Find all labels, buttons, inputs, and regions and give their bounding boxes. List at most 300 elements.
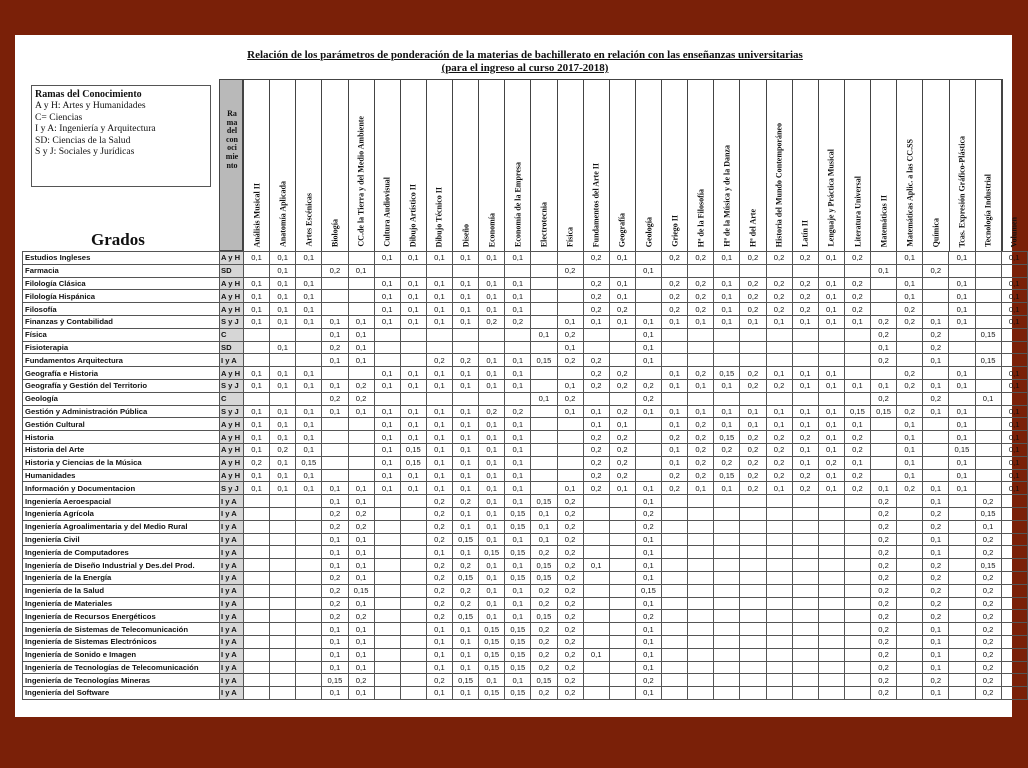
- weight-cell: [688, 648, 714, 661]
- weight-cell: 0,1: [583, 405, 609, 418]
- weight-cell: [374, 495, 400, 508]
- column-header: [922, 79, 948, 251]
- weight-cell: [662, 341, 688, 354]
- weight-cell: 0,1: [374, 315, 400, 328]
- weight-cell: [583, 264, 609, 277]
- weight-cell: 0,1: [322, 328, 348, 341]
- grado-name-cell: Ingeniería del Software: [23, 687, 220, 700]
- weight-cell: 0,1: [270, 379, 296, 392]
- weight-cell: [426, 264, 452, 277]
- weight-cell: [688, 354, 714, 367]
- weight-cell: 0,1: [557, 315, 583, 328]
- weight-cell: 0,2: [740, 456, 766, 469]
- weight-cell: [740, 341, 766, 354]
- table-row: [23, 290, 1028, 303]
- weight-cell: 0,1: [296, 290, 322, 303]
- weight-cell: 0,1: [426, 303, 452, 316]
- weight-cell: 0,2: [583, 379, 609, 392]
- weight-cell: 0,1: [662, 315, 688, 328]
- grado-name-cell: Fundamentos Arquitectura: [23, 354, 220, 367]
- weight-cell: 0,1: [662, 456, 688, 469]
- grado-name-cell: Ingeniería Agrícola: [23, 507, 220, 520]
- column-header: [1001, 79, 1027, 251]
- weight-cell: 0,15: [400, 456, 426, 469]
- weight-cell: 0,2: [871, 571, 897, 584]
- weight-cell: [296, 546, 322, 559]
- weight-cell: [871, 252, 897, 265]
- grado-name-cell: Fisioterapia: [23, 341, 220, 354]
- weight-cell: [871, 456, 897, 469]
- rama-cell: I y A: [220, 635, 244, 648]
- legend-item: I y A: Ingeniería y Arquitectura: [35, 123, 156, 135]
- weight-cell: 0,2: [322, 520, 348, 533]
- weight-cell: [662, 495, 688, 508]
- weight-cell: [583, 507, 609, 520]
- weight-cell: 0,1: [296, 367, 322, 380]
- weight-cell: 0,1: [609, 290, 635, 303]
- weight-cell: 0,1: [322, 533, 348, 546]
- weight-cell: [531, 303, 557, 316]
- weight-cell: 0,2: [609, 443, 635, 456]
- weight-cell: [1001, 520, 1027, 533]
- weight-cell: 0,1: [505, 354, 531, 367]
- weight-cell: [740, 354, 766, 367]
- weight-cell: [897, 354, 923, 367]
- weight-cell: [374, 520, 400, 533]
- weight-cell: 0,2: [322, 610, 348, 623]
- weight-cell: 0,1: [374, 405, 400, 418]
- weight-cell: 0,2: [557, 533, 583, 546]
- weight-cell: [400, 328, 426, 341]
- weight-cell: 0,2: [426, 584, 452, 597]
- weight-cell: [688, 392, 714, 405]
- weight-cell: [1001, 584, 1027, 597]
- weight-cell: 0,1: [479, 610, 505, 623]
- weight-cell: 0,2: [897, 315, 923, 328]
- weight-cell: [583, 584, 609, 597]
- weight-cell: [714, 610, 740, 623]
- weight-cell: 0,15: [505, 661, 531, 674]
- weight-cell: [949, 559, 975, 572]
- weight-cell: 0,1: [818, 482, 844, 495]
- weight-cell: 0,1: [479, 418, 505, 431]
- weight-cell: [296, 354, 322, 367]
- table-row: [23, 469, 1028, 482]
- weight-cell: [897, 507, 923, 520]
- column-header: [975, 79, 1001, 251]
- weight-cell: 0,1: [635, 533, 661, 546]
- weight-cell: 0,1: [505, 443, 531, 456]
- weight-cell: 0,1: [296, 277, 322, 290]
- column-header: [739, 79, 765, 251]
- weight-cell: [792, 546, 818, 559]
- weight-cell: [609, 674, 635, 687]
- weight-cell: [374, 392, 400, 405]
- weight-cell: [688, 674, 714, 687]
- table-row: [23, 520, 1028, 533]
- weight-cell: 0,1: [609, 482, 635, 495]
- column-header-label: Griego II: [670, 215, 680, 247]
- weight-cell: [453, 264, 479, 277]
- weight-cell: [296, 264, 322, 277]
- weight-cell: [557, 456, 583, 469]
- weight-cell: [400, 546, 426, 559]
- weight-cell: 0,2: [348, 379, 374, 392]
- weight-cell: 0,1: [662, 443, 688, 456]
- weight-cell: 0,15: [453, 610, 479, 623]
- weight-cell: [662, 264, 688, 277]
- weight-cell: 0,2: [766, 252, 792, 265]
- weight-cell: [296, 341, 322, 354]
- weight-cell: 0,1: [453, 661, 479, 674]
- weight-cell: [818, 354, 844, 367]
- weight-cell: [322, 252, 348, 265]
- weight-cell: 0,1: [871, 264, 897, 277]
- rama-cell: I y A: [220, 661, 244, 674]
- weight-cell: 0,2: [871, 533, 897, 546]
- weight-cell: [897, 264, 923, 277]
- weight-cell: [296, 610, 322, 623]
- weight-cell: 0,2: [426, 507, 452, 520]
- weight-cell: 0,1: [818, 443, 844, 456]
- weight-cell: [296, 597, 322, 610]
- weight-cell: 0,2: [975, 635, 1001, 648]
- weight-cell: 0,1: [897, 252, 923, 265]
- weight-cell: [897, 623, 923, 636]
- column-header-label: Fundamentos del Arte II: [591, 162, 601, 247]
- weight-cell: [688, 520, 714, 533]
- weight-cell: [270, 354, 296, 367]
- weight-cell: [662, 559, 688, 572]
- weight-cell: 0,1: [505, 610, 531, 623]
- weight-cell: 0,1: [479, 495, 505, 508]
- weight-cell: 0,1: [505, 482, 531, 495]
- weight-cell: 0,1: [844, 379, 870, 392]
- weight-cell: 0,1: [426, 687, 452, 700]
- weight-cell: 0,2: [975, 597, 1001, 610]
- column-header-label: Latín II: [800, 220, 810, 247]
- weight-cell: [348, 418, 374, 431]
- weight-cell: 0,1: [322, 379, 348, 392]
- weight-cell: 0,2: [426, 674, 452, 687]
- weight-cell: 0,1: [348, 482, 374, 495]
- weight-cell: [348, 456, 374, 469]
- weight-cell: [531, 252, 557, 265]
- weight-cell: [792, 610, 818, 623]
- rama-cell: A y H: [220, 443, 244, 456]
- weight-cell: 0,1: [400, 277, 426, 290]
- weight-cell: [923, 277, 949, 290]
- weight-cell: 0,1: [400, 290, 426, 303]
- weight-cell: [583, 571, 609, 584]
- weight-cell: 0,1: [453, 431, 479, 444]
- weight-cell: 0,2: [635, 392, 661, 405]
- weight-cell: [426, 392, 452, 405]
- grado-name-cell: Filosofía: [23, 303, 220, 316]
- rama-cell: I y A: [220, 597, 244, 610]
- weight-cell: 0,1: [792, 379, 818, 392]
- weight-cell: [818, 687, 844, 700]
- weight-cell: 0,1: [688, 379, 714, 392]
- weight-cell: 0,1: [1001, 290, 1027, 303]
- weight-cell: 0,1: [374, 469, 400, 482]
- weight-cell: 0,1: [505, 303, 531, 316]
- weight-cell: [818, 495, 844, 508]
- weight-cell: 0,15: [531, 610, 557, 623]
- table-row: [23, 623, 1028, 636]
- weight-cell: [296, 648, 322, 661]
- weight-cell: [818, 597, 844, 610]
- column-header-label: Electrotecnia: [539, 201, 549, 247]
- weight-cell: 0,1: [818, 290, 844, 303]
- weight-cell: 0,1: [244, 290, 270, 303]
- weight-cell: 0,15: [635, 584, 661, 597]
- table-row: [23, 431, 1028, 444]
- weight-cell: 0,2: [766, 277, 792, 290]
- weight-cell: [766, 687, 792, 700]
- weight-cell: 0,1: [583, 418, 609, 431]
- weight-cell: 0,1: [400, 379, 426, 392]
- weight-cell: [792, 392, 818, 405]
- weight-cell: 0,2: [426, 495, 452, 508]
- weight-cell: [688, 571, 714, 584]
- weight-cell: 0,1: [635, 661, 661, 674]
- weight-cell: [244, 661, 270, 674]
- column-header: [896, 79, 922, 251]
- table-row: [23, 495, 1028, 508]
- weight-cell: 0,1: [296, 431, 322, 444]
- weight-cell: [662, 354, 688, 367]
- weight-cell: 0,2: [505, 405, 531, 418]
- weight-cell: 0,2: [871, 584, 897, 597]
- weight-cell: 0,15: [453, 674, 479, 687]
- weight-cell: 0,1: [635, 315, 661, 328]
- weight-cell: [244, 623, 270, 636]
- weight-cell: [871, 290, 897, 303]
- weight-cell: [322, 431, 348, 444]
- weight-cell: 0,2: [975, 687, 1001, 700]
- table-row: [23, 367, 1028, 380]
- weight-cell: [792, 623, 818, 636]
- weight-cell: 0,1: [426, 431, 452, 444]
- weight-cell: 0,1: [949, 431, 975, 444]
- weight-cell: 0,1: [374, 456, 400, 469]
- weight-cell: 0,1: [348, 533, 374, 546]
- weight-cell: [740, 597, 766, 610]
- weight-cell: 0,1: [374, 290, 400, 303]
- weight-cell: 0,1: [531, 328, 557, 341]
- weight-cell: [270, 648, 296, 661]
- weight-cell: 0,1: [949, 456, 975, 469]
- weight-cell: 0,1: [949, 418, 975, 431]
- weight-cell: [270, 661, 296, 674]
- weight-cell: [609, 623, 635, 636]
- weight-cell: 0,1: [270, 482, 296, 495]
- weight-cell: [766, 584, 792, 597]
- weight-cell: [374, 354, 400, 367]
- weight-cell: [505, 341, 531, 354]
- weight-cell: [897, 328, 923, 341]
- weight-cell: 0,2: [871, 546, 897, 559]
- weight-cell: 0,1: [322, 648, 348, 661]
- weight-cell: 0,1: [609, 418, 635, 431]
- weight-cell: [609, 571, 635, 584]
- weight-cell: [897, 648, 923, 661]
- weight-cell: [609, 341, 635, 354]
- weight-cell: [740, 495, 766, 508]
- weight-cell: 0,2: [818, 456, 844, 469]
- weight-cell: [270, 559, 296, 572]
- weight-cell: 0,1: [270, 277, 296, 290]
- weight-cell: 0,1: [766, 315, 792, 328]
- weight-cell: 0,1: [426, 367, 452, 380]
- weight-cell: 0,2: [975, 571, 1001, 584]
- weight-cell: 0,1: [818, 418, 844, 431]
- weight-cell: [897, 559, 923, 572]
- weight-cell: 0,1: [818, 379, 844, 392]
- weight-cell: [374, 264, 400, 277]
- weight-cell: [818, 661, 844, 674]
- weight-cell: 0,1: [897, 469, 923, 482]
- weight-cell: [583, 546, 609, 559]
- weight-cell: [792, 661, 818, 674]
- weight-cell: [975, 277, 1001, 290]
- weight-cell: 0,2: [322, 571, 348, 584]
- weight-cell: 0,15: [531, 354, 557, 367]
- weight-cell: 0,2: [348, 610, 374, 623]
- weight-cell: 0,15: [531, 674, 557, 687]
- weight-cell: [923, 431, 949, 444]
- weight-cell: 0,2: [635, 379, 661, 392]
- rama-cell: I y A: [220, 623, 244, 636]
- weight-cell: 0,1: [453, 418, 479, 431]
- weight-cell: 0,1: [348, 315, 374, 328]
- weight-cell: [871, 277, 897, 290]
- weight-cell: 0,2: [557, 674, 583, 687]
- table-row: [23, 571, 1028, 584]
- weight-cell: [792, 584, 818, 597]
- column-header: [713, 79, 739, 251]
- weight-cell: 0,2: [270, 443, 296, 456]
- rama-cell: I y A: [220, 674, 244, 687]
- weight-cell: [270, 623, 296, 636]
- weight-cell: [583, 392, 609, 405]
- column-header: [635, 79, 661, 251]
- weight-cell: 0,1: [270, 367, 296, 380]
- weight-cell: 0,1: [766, 482, 792, 495]
- weight-cell: [897, 635, 923, 648]
- weight-cell: [766, 354, 792, 367]
- weight-cell: [400, 610, 426, 623]
- weight-cell: 0,2: [740, 277, 766, 290]
- weight-cell: 0,1: [583, 559, 609, 572]
- grado-name-cell: Ingeniería de Computadores: [23, 546, 220, 559]
- column-header-label: Geografía: [617, 212, 627, 247]
- weight-cell: [270, 507, 296, 520]
- table-row: [23, 687, 1028, 700]
- weight-cell: 0,1: [426, 482, 452, 495]
- weight-cell: 0,1: [1001, 379, 1027, 392]
- weight-cell: [688, 623, 714, 636]
- weight-cell: 0,1: [818, 303, 844, 316]
- weight-cell: 0,2: [531, 584, 557, 597]
- weight-cell: 0,2: [688, 290, 714, 303]
- weight-cell: [871, 431, 897, 444]
- weight-cell: [296, 533, 322, 546]
- weight-cell: 0,15: [505, 546, 531, 559]
- weight-cell: [714, 623, 740, 636]
- weight-cell: 0,2: [766, 290, 792, 303]
- weight-cell: [557, 431, 583, 444]
- weight-cell: 0,2: [871, 661, 897, 674]
- weight-cell: 0,1: [453, 315, 479, 328]
- weight-cell: [583, 610, 609, 623]
- document-page: [15, 35, 1020, 717]
- weight-cell: 0,1: [949, 367, 975, 380]
- weight-cell: 0,2: [557, 559, 583, 572]
- rama-cell: SD: [220, 264, 244, 277]
- weight-cell: [1001, 495, 1027, 508]
- weight-cell: 0,1: [792, 456, 818, 469]
- weight-cell: 0,2: [453, 597, 479, 610]
- weight-cell: 0,1: [505, 533, 531, 546]
- weight-cell: 0,1: [792, 405, 818, 418]
- weight-cell: 0,2: [583, 456, 609, 469]
- column-header: [374, 79, 400, 251]
- weight-cell: [740, 328, 766, 341]
- weight-cell: [662, 623, 688, 636]
- weight-cell: 0,2: [871, 648, 897, 661]
- weight-cell: [400, 635, 426, 648]
- weight-cell: 0,1: [635, 354, 661, 367]
- weight-cell: [609, 635, 635, 648]
- weight-cell: [322, 469, 348, 482]
- weight-cell: [270, 584, 296, 597]
- weight-cell: 0,2: [426, 520, 452, 533]
- weight-cell: [244, 520, 270, 533]
- grado-name-cell: Ingeniería de Recursos Energéticos: [23, 610, 220, 623]
- weight-cell: 0,1: [792, 315, 818, 328]
- weight-cell: [1001, 610, 1027, 623]
- weight-cell: [244, 648, 270, 661]
- weight-cell: 0,2: [505, 315, 531, 328]
- weight-cell: 0,2: [975, 546, 1001, 559]
- weight-cell: 0,2: [609, 405, 635, 418]
- weight-cell: 0,1: [348, 559, 374, 572]
- weight-cell: [662, 674, 688, 687]
- weight-cell: [270, 674, 296, 687]
- weight-cell: [766, 674, 792, 687]
- weight-cell: 0,1: [871, 379, 897, 392]
- weight-cell: [818, 341, 844, 354]
- column-header-label: Economía de la Empresa: [513, 162, 523, 247]
- weight-cell: 0,2: [740, 431, 766, 444]
- weight-cell: 0,1: [1001, 482, 1027, 495]
- grado-name-cell: Ingeniería de Sonido e Imagen: [23, 648, 220, 661]
- weight-cell: 0,1: [348, 635, 374, 648]
- weight-cell: 0,1: [244, 303, 270, 316]
- weight-cell: [374, 533, 400, 546]
- weight-cell: [557, 303, 583, 316]
- weight-cell: [818, 635, 844, 648]
- column-header: [870, 79, 896, 251]
- weight-cell: 0,2: [557, 648, 583, 661]
- column-header: [844, 79, 870, 251]
- weight-cell: 0,15: [296, 456, 322, 469]
- weight-cell: [792, 597, 818, 610]
- weight-cell: [714, 597, 740, 610]
- rama-cell: A y H: [220, 418, 244, 431]
